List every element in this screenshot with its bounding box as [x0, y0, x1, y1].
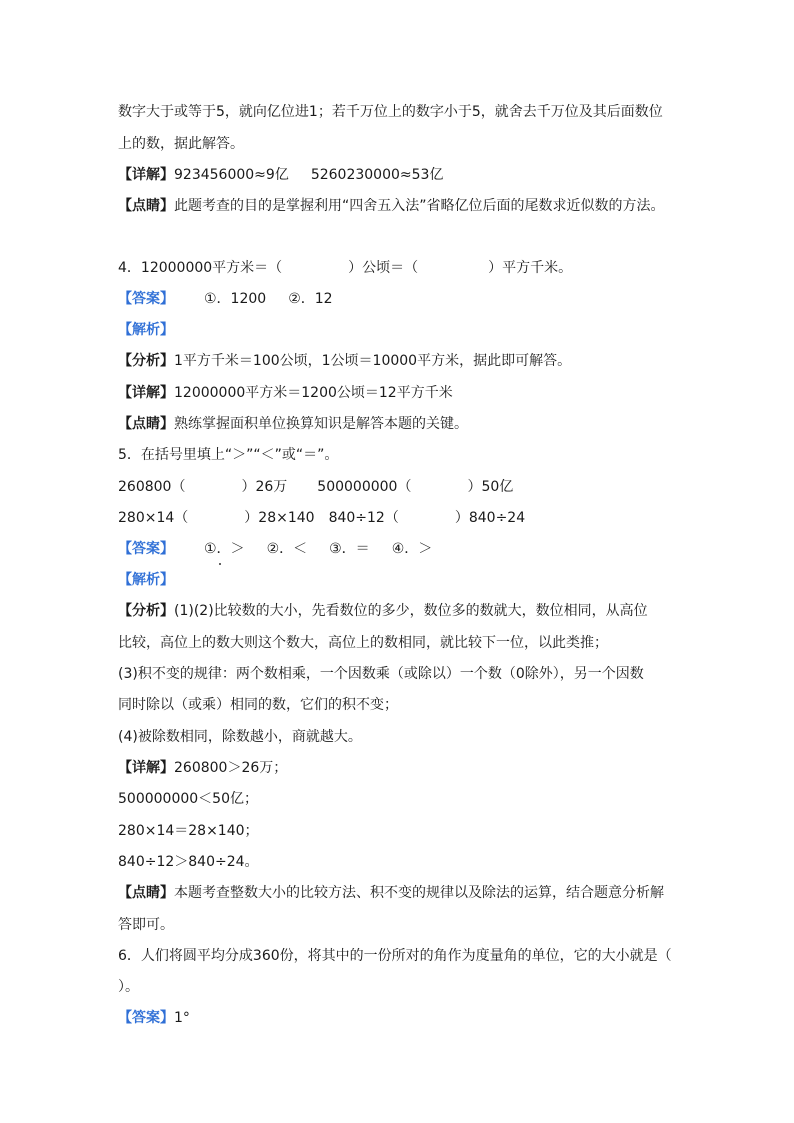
q3-comment	[118, 196, 665, 216]
q5-comment-line-2: 答即可。	[118, 917, 174, 933]
answer-tag: 【答案】	[118, 291, 174, 307]
q6-question-line-2: ）。	[118, 979, 139, 995]
q4-analysis-tag: 【解析】	[118, 322, 174, 338]
q4-answer	[118, 289, 333, 309]
q5-row1-c: 500000000（	[317, 479, 412, 495]
q3-detail-b: 5260230000≈53亿	[310, 167, 444, 183]
q4-question	[118, 258, 572, 278]
q4-question-part-c: ）平方千米。	[488, 260, 573, 276]
q5-detail-text-1: 260800＞26万；	[174, 760, 288, 776]
q3-detail-a: 923456000≈9亿	[174, 167, 289, 183]
q5-row1-b: ）26万	[241, 479, 288, 495]
q5-fenxi-line-5: (4)被除数相同，除数越小，商就越大。	[118, 729, 362, 745]
answer-tag: 【答案】	[118, 541, 174, 557]
q4-fenxi	[118, 351, 571, 371]
q4-question-part-a: 4．12000000平方米＝（	[118, 260, 283, 276]
q5-row1-a: 260800（	[118, 479, 186, 495]
q3-comment-text: 此题考查的目的是掌握利用“四舍五入法”省略亿位后面的尾数求近似数的方法。	[174, 198, 665, 214]
q5-row2-c: 840÷12（	[328, 510, 399, 526]
fenxi-tag: 【分析】	[118, 603, 174, 619]
q5-row2-b: ）28×140	[244, 510, 315, 526]
q5-comment-text-1: 本题考查整数大小的比较方法、积不变的规律以及除法的运算，结合题意分析解	[174, 885, 664, 901]
q6-answer-text: 1°	[174, 1010, 190, 1026]
q4-detail	[118, 383, 453, 403]
detail-tag: 【详解】	[118, 385, 174, 401]
q5-answer-3: ③．＝	[329, 541, 370, 557]
q5-detail-line-3: 280×14＝28×140；	[118, 823, 259, 839]
q5-row1-d: ）50亿	[467, 479, 514, 495]
q3-text-line-2: 上的数，据此解答。	[118, 136, 244, 152]
comment-tag: 【点睛】	[118, 198, 174, 214]
comment-tag: 【点睛】	[118, 416, 174, 432]
q4-question-part-b: ）公顷＝（	[348, 260, 419, 276]
q3-detail	[118, 165, 443, 185]
q5-detail-line-1	[118, 758, 287, 778]
q3-text-line-1: 数字大于或等于5，就向亿位进1；若千万位上的数字小于5，就舍去千万位及其后面数位	[118, 104, 663, 120]
q5-comment-line-1	[118, 883, 664, 903]
q5-row-2	[118, 508, 525, 528]
q5-fenxi-text-1: (1)(2)比较数的大小，先看数位的多少，数位多的数就大，数位相同，从高位	[174, 603, 648, 619]
q5-fenxi-line-3: (3)积不变的规律：两个数相乘，一个因数乘（或除以）一个数（0除外），另一个因数	[118, 666, 644, 682]
q4-detail-text: 12000000平方米＝1200公顷＝12平方千米	[174, 385, 453, 401]
q5-analysis-tag: 【解析】	[118, 572, 174, 588]
q5-answer-4: ④．＞	[391, 541, 433, 557]
comment-tag: 【点睛】	[118, 885, 174, 901]
q4-answer-1: ①．1200	[204, 291, 267, 307]
q5-answer	[118, 539, 432, 559]
q4-answer-2: ②．12	[288, 291, 333, 307]
q5-fenxi-line-2: 比较，高位上的数大则这个数大，高位上的数相同，就比较下一位，以此类推；	[118, 635, 608, 651]
q5-detail-line-2: 500000000＜50亿；	[118, 791, 258, 807]
q4-comment-text: 熟练掌握面积单位换算知识是解答本题的关键。	[174, 416, 468, 432]
q4-comment	[118, 414, 468, 434]
detail-tag: 【详解】	[118, 167, 174, 183]
q5-detail-line-4: 840÷12＞840÷24。	[118, 854, 259, 870]
fenxi-tag: 【分析】	[118, 353, 174, 369]
emphasis-dot	[219, 563, 221, 565]
q5-answer-2: ②．＜	[266, 541, 308, 557]
q5-row2-d: ）840÷24	[454, 510, 526, 526]
q5-fenxi-line-1	[118, 601, 648, 621]
q5-row-1	[118, 477, 513, 497]
q5-answer-1: ①．＞	[204, 541, 245, 557]
q5-fenxi-line-4: 同时除以（或乘）相同的数，它们的积不变；	[118, 697, 398, 713]
answer-tag: 【答案】	[118, 1010, 174, 1026]
q5-question: 5．在括号里填上“＞”“＜”或“＝”。	[118, 447, 339, 463]
q6-question-line-1: 6．人们将圆平均分成360份，将其中的一份所对的角作为度量角的单位，它的大小就是（	[118, 948, 672, 964]
q4-fenxi-text: 1平方千米＝100公顷，1公顷＝10000平方米，据此即可解答。	[174, 353, 572, 369]
q6-answer	[118, 1008, 190, 1028]
detail-tag: 【详解】	[118, 760, 174, 776]
q5-row2-a: 280×14（	[118, 510, 189, 526]
